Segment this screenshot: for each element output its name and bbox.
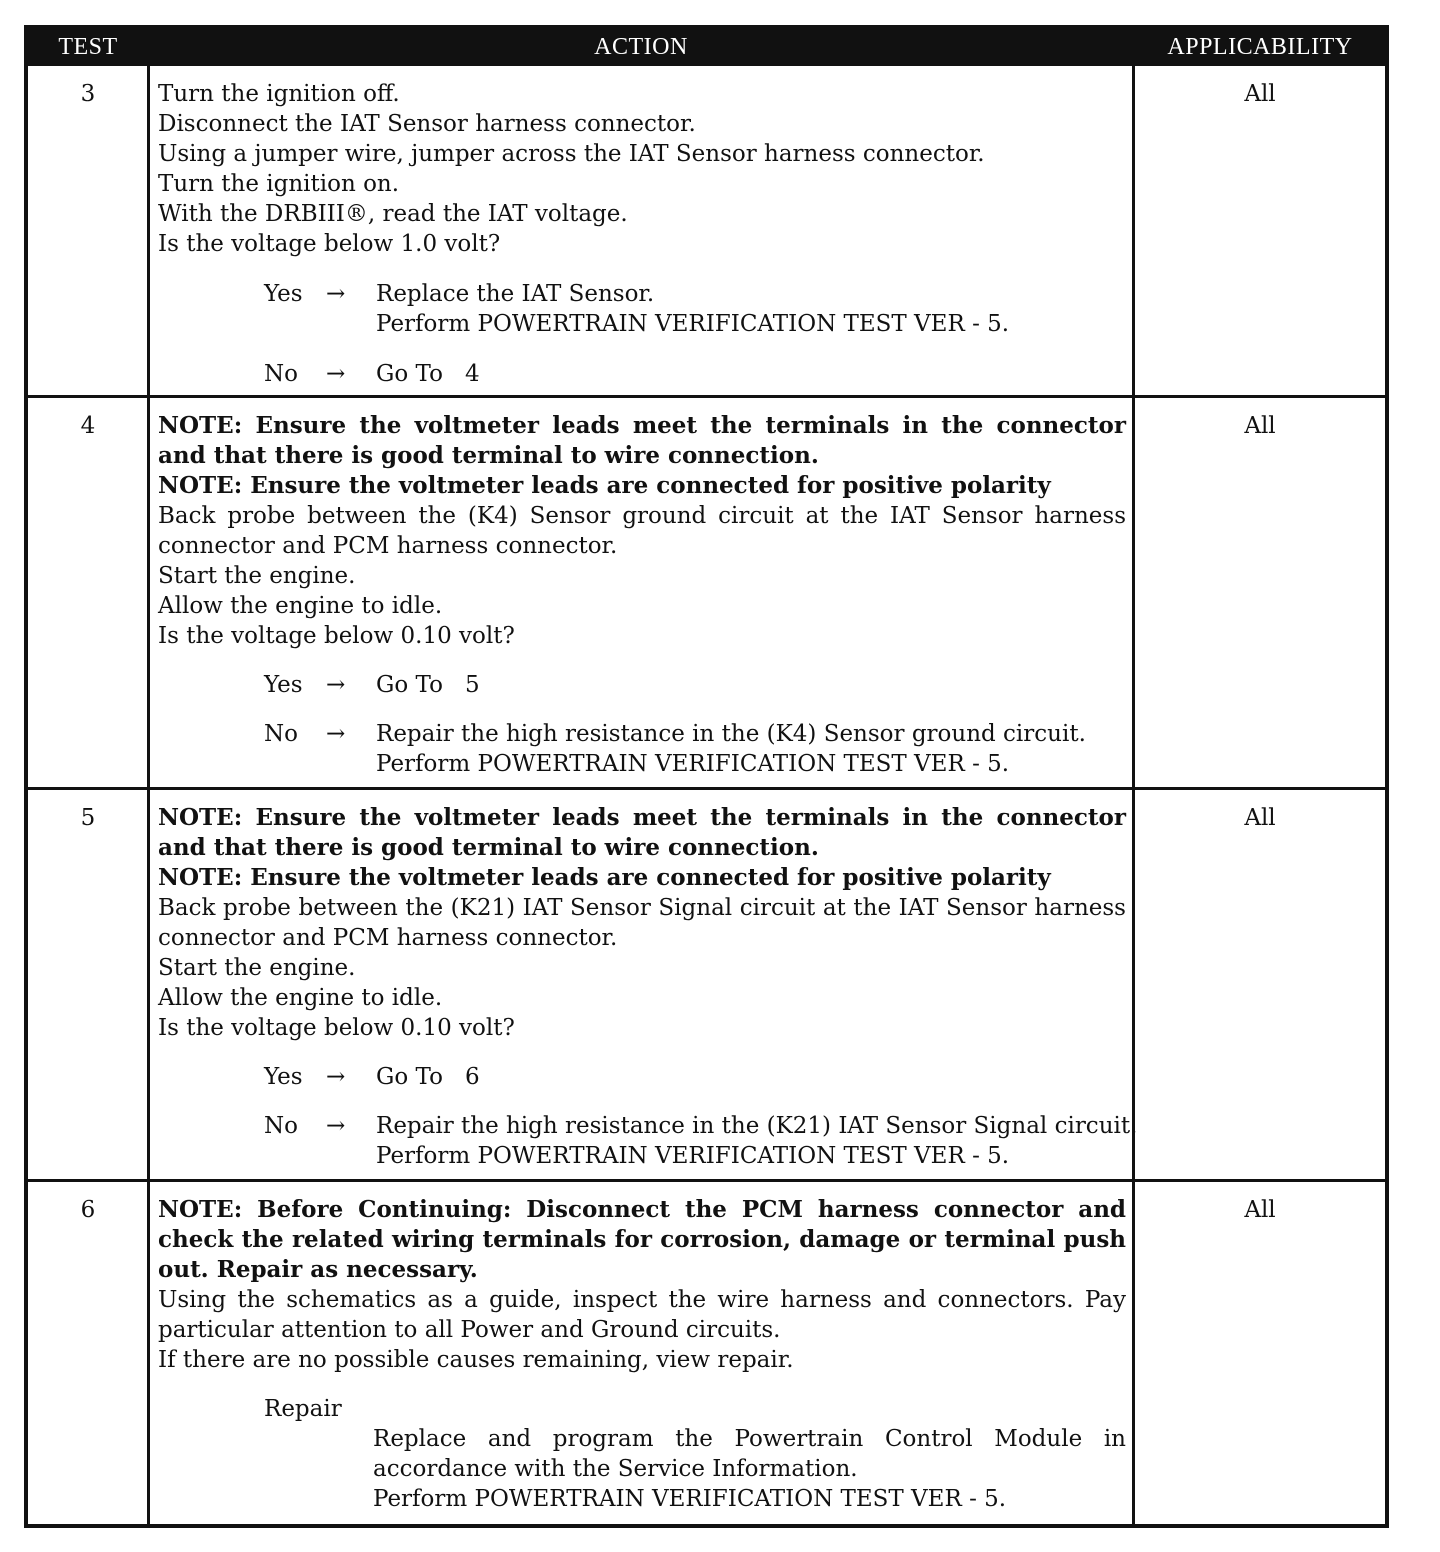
goto-label: Go To (376, 361, 443, 387)
applicability-value: All (1244, 413, 1276, 439)
test-number: 3 (80, 81, 96, 107)
yes-label: Yes (264, 1064, 303, 1090)
action-step: Back probe between the (K4) Sensor ground circuit at the IAT Sensor harness connector and PCM harness connector. (158, 503, 1126, 559)
note-text: NOTE: Ensure the voltmeter leads are connected for positive polarity (158, 864, 1051, 891)
repair-followup: Perform POWERTRAIN VERIFICATION TEST VER - 5. (373, 1486, 1007, 1512)
note-text: NOTE: Ensure the voltmeter leads meet the terminals in the connector and that there is good terminal to wire connection. (158, 804, 1126, 861)
repair-text: Replace and program the Powertrain Control Module in accordance with the Service Information. (373, 1426, 1126, 1482)
goto-label: Go To (376, 672, 443, 698)
arrow-icon: → (326, 672, 346, 698)
note-text: NOTE: Ensure the voltmeter leads are connected for positive polarity (158, 472, 1051, 499)
goto-test-number: 4 (464, 361, 480, 387)
action-step: Disconnect the IAT Sensor harness connector. (158, 111, 696, 137)
action-step: If there are no possible causes remaining, view repair. (158, 1347, 794, 1373)
test-number: 5 (80, 805, 96, 831)
note-text: NOTE: Ensure the voltmeter leads meet the terminals in the connector and that there is good terminal to wire connection. (158, 412, 1126, 469)
arrow-icon: → (326, 361, 346, 387)
no-result-followup: Perform POWERTRAIN VERIFICATION TEST VER - 5. (376, 751, 1010, 777)
yes-label: Yes (264, 672, 303, 698)
action-step: Allow the engine to idle. (158, 593, 443, 619)
action-step: Start the engine. (158, 955, 356, 981)
yes-result (376, 670, 480, 700)
test-table (24, 25, 1389, 1528)
no-option (158, 359, 1126, 389)
row-divider (28, 1179, 1385, 1182)
header-applicability: APPLICABILITY (1167, 34, 1353, 60)
action-step: With the DRBIII®, read the IAT voltage. (158, 201, 628, 227)
row-divider (28, 395, 1385, 398)
yes-result-followup: Perform POWERTRAIN VERIFICATION TEST VER - 5. (376, 311, 1010, 337)
yes-result (376, 1062, 480, 1092)
arrow-icon: → (326, 1113, 346, 1139)
no-result-followup: Perform POWERTRAIN VERIFICATION TEST VER - 5. (376, 1143, 1010, 1169)
no-result: Repair the high resistance in the (K4) Sensor ground circuit. (376, 721, 1086, 747)
action-step: Turn the ignition off. (158, 81, 400, 107)
no-label: No (264, 721, 298, 747)
action-step: Back probe between the (K21) IAT Sensor Signal circuit at the IAT Sensor harness connector and PCM harness connector. (158, 895, 1126, 951)
yes-option (158, 279, 1126, 309)
header-action: ACTION (594, 34, 688, 60)
table-header (28, 29, 1385, 66)
no-result (376, 359, 480, 389)
test-number: 4 (80, 413, 96, 439)
row-divider (28, 787, 1385, 790)
goto-test-number: 5 (464, 672, 480, 698)
no-option (158, 719, 1126, 749)
test-number: 6 (80, 1197, 96, 1223)
action-cell (158, 79, 1126, 389)
goto-test-number: 6 (464, 1064, 480, 1090)
action-step: Allow the engine to idle. (158, 985, 443, 1011)
note-text: NOTE: Before Continuing: Disconnect the PCM harness connector and check the related wiring terminals for corrosion, damage or terminal push out. Repair as necessary. (158, 1196, 1126, 1283)
column-divider (147, 29, 150, 1524)
yes-label: Yes (264, 281, 303, 307)
action-step: Using a jumper wire, jumper across the IAT Sensor harness connector. (158, 141, 985, 167)
action-cell (158, 803, 1138, 1171)
applicability-value: All (1244, 81, 1276, 107)
no-option (158, 1111, 1138, 1141)
no-label: No (264, 1113, 298, 1139)
applicability-value: All (1244, 805, 1276, 831)
yes-option (158, 1062, 1126, 1092)
no-result: Repair the high resistance in the (K21) IAT Sensor Signal circuit. (376, 1113, 1138, 1139)
question: Is the voltage below 0.10 volt? (158, 623, 515, 649)
applicability-value: All (1244, 1197, 1276, 1223)
action-step: Using the schematics as a guide, inspect the wire harness and connectors. Pay particular attention to all Power and Ground circuits. (158, 1287, 1126, 1343)
repair-label: Repair (264, 1396, 342, 1422)
no-label: No (264, 361, 298, 387)
goto-label: Go To (376, 1064, 443, 1090)
action-step: Start the engine. (158, 563, 356, 589)
arrow-icon: → (326, 281, 346, 307)
action-cell (158, 1195, 1126, 1514)
arrow-icon: → (326, 1064, 346, 1090)
arrow-icon: → (326, 721, 346, 747)
yes-option (158, 670, 1126, 700)
action-step: Turn the ignition on. (158, 171, 400, 197)
yes-result: Replace the IAT Sensor. (376, 281, 655, 307)
question: Is the voltage below 1.0 volt? (158, 231, 501, 257)
action-cell (158, 411, 1126, 779)
question: Is the voltage below 0.10 volt? (158, 1015, 515, 1041)
header-test: TEST (58, 34, 118, 60)
column-divider (1132, 29, 1135, 1524)
